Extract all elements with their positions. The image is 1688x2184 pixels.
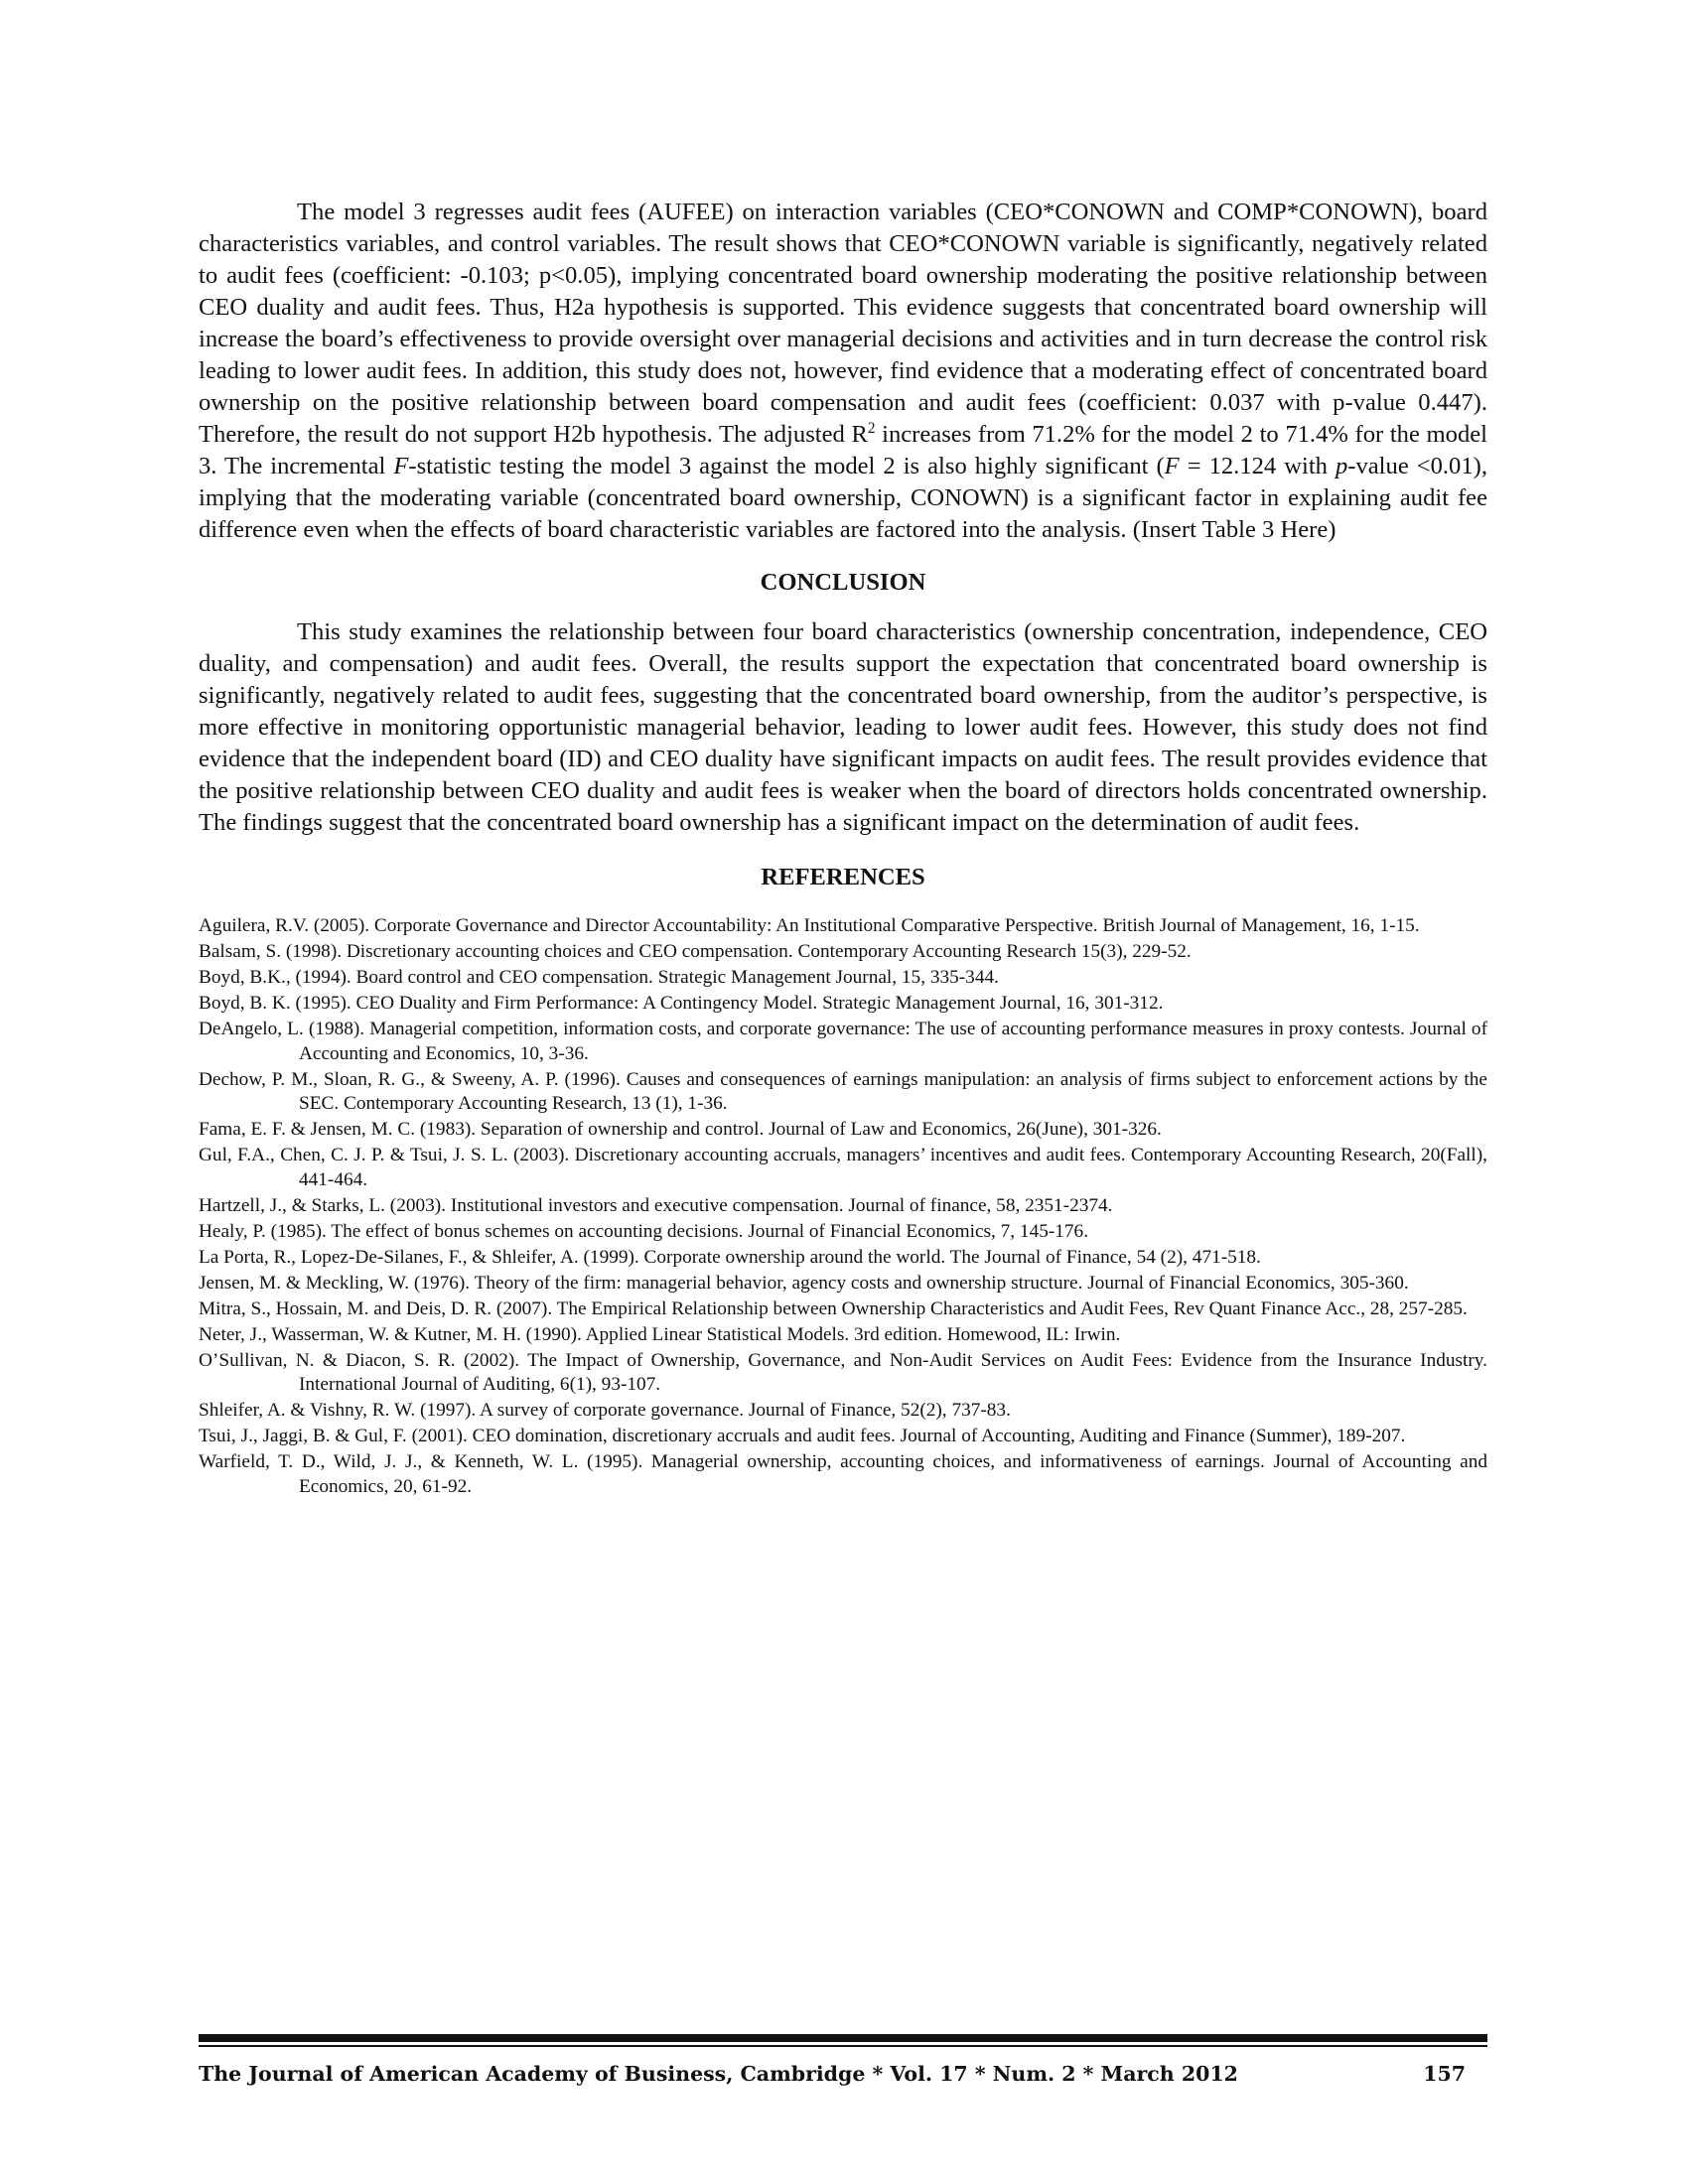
references-heading: REFERENCES <box>761 864 925 890</box>
footer-journal-citation: The Journal of American Academy of Business, Cambridge * Vol. 17 * Num. 2 * March 2012 <box>199 2062 1238 2086</box>
reference-item: Healy, P. (1985). The effect of bonus schemes on accounting decisions. Journal of Financial Economics, 7, 145-176. <box>199 1220 1089 1242</box>
paragraph-text: -value <0.01), implying that the moderating variable (concentrated board ownership, CONOWN) is a significant factor in explaining audit fee difference even when the effects of board characteristic variables are factored into the analysis. (Insert Table 3 Here) <box>199 453 1487 543</box>
reference-item: Boyd, B. K. (1995). CEO Duality and Firm Performance: A Contingency Model. Strategic Management Journal, 16, 301-312. <box>199 993 1164 1014</box>
page-content <box>199 197 1487 1501</box>
reference-item: Balsam, S. (1998). Discretionary accounting choices and CEO compensation. Contemporary Accounting Research 15(3), 229-52. <box>199 941 1192 962</box>
superscript-2: 2 <box>867 419 876 437</box>
footer-rule-thick <box>199 2034 1487 2042</box>
reference-list <box>199 914 1487 1499</box>
reference-item: Dechow, P. M., Sloan, R. G., & Sweeny, A. P. (1996). Causes and consequences of earnings manipulation: an analysis of firms subject to enforcement actions by the SEC. Contemporary Accounting Research, 13 (1), 1-36. <box>199 1068 1487 1114</box>
italic-p: p <box>1335 453 1348 479</box>
reference-item: Boyd, B.K., (1994). Board control and CEO compensation. Strategic Management Journal, 15, 335-344. <box>199 967 999 988</box>
reference-item: Hartzell, J., & Starks, L. (2003). Institutional investors and executive compensation. Journal of finance, 58, 2351-2374. <box>199 1194 1113 1216</box>
reference-item: DeAngelo, L. (1988). Managerial competition, information costs, and corporate governance: The use of accounting performance measures in proxy contests. Journal of Accounting and Economics, 10, 3-36. <box>199 1019 1487 1064</box>
paragraph-text: = 12.124 with <box>1179 453 1336 479</box>
italic-f: F <box>393 453 409 479</box>
reference-item: Warfield, T. D., Wild, J. J., & Kenneth, W. L. (1995). Managerial ownership, accounting choices, and informativeness of earnings. Journal of Accounting and Economics, 20, 61-92. <box>199 1451 1487 1497</box>
reference-item: Neter, J., Wasserman, W. & Kutner, M. H. (1990). Applied Linear Statistical Models. 3rd edition. Homewood, IL: Irwin. <box>199 1323 1121 1345</box>
conclusion-heading: CONCLUSION <box>760 569 926 596</box>
reference-item: O’Sullivan, N. & Diacon, S. R. (2002). The Impact of Ownership, Governance, and Non-Audit Services on Audit Fees: Evidence from the Insurance Industry. International Journal of Auditing, 6(1), 93-107. <box>199 1349 1487 1395</box>
reference-item: Gul, F.A., Chen, C. J. P. & Tsui, J. S. L. (2003). Discretionary accounting accruals, managers’ incentives and audit fees. Contemporary Accounting Research, 20(Fall), 441-464. <box>199 1145 1487 1190</box>
italic-f: F <box>1164 453 1180 479</box>
body-paragraph-conclusion: This study examines the relationship between four board characteristics (ownership concentration, independence, CEO duality, and compensation) and audit fees. Overall, the results support the expectation that concentrated board ownership is significantly, negatively related to audit fees, suggesting that the concentrated board ownership, from the auditor’s perspective, is more effective in monitoring opportunistic managerial behavior, leading to lower audit fees. However, this study does not find evidence that the independent board (ID) and CEO duality have significant impacts on audit fees. The result provides evidence that the positive relationship between CEO duality and audit fees is weaker when the board of directors holds concentrated ownership. The findings suggest that the concentrated board ownership has a significant impact on the determination of audit fees. <box>199 618 1487 836</box>
footer-rule-thin <box>199 2045 1487 2047</box>
reference-item: La Porta, R., Lopez-De-Silanes, F., & Shleifer, A. (1999). Corporate ownership around the world. The Journal of Finance, 54 (2), 471-518. <box>199 1246 1261 1268</box>
paragraph-text: -statistic testing the model 3 against the model 2 is also highly significant ( <box>408 453 1165 479</box>
reference-item: Fama, E. F. & Jensen, M. C. (1983). Separation of ownership and control. Journal of Law and Economics, 26(June), 301-326. <box>199 1119 1162 1140</box>
paragraph-text: increases from 71.2% for the model 2 to 71.4% for the model 3. The incremental <box>199 421 1487 479</box>
body-paragraph-model-3 <box>199 197 1487 546</box>
reference-item: Shleifer, A. & Vishny, R. W. (1997). A survey of corporate governance. Journal of Finance, 52(2), 737-83. <box>199 1400 1011 1421</box>
reference-item: Mitra, S., Hossain, M. and Deis, D. R. (2007). The Empirical Relationship between Ownership Characteristics and Audit Fees, Rev Quant Finance Acc., 28, 257-285. <box>199 1297 1468 1319</box>
reference-item: Tsui, J., Jaggi, B. & Gul, F. (2001). CEO domination, discretionary accruals and audit fees. Journal of Accounting, Auditing and Finance (Summer), 189-207. <box>199 1426 1406 1446</box>
reference-item: Jensen, M. & Meckling, W. (1976). Theory of the firm: managerial behavior, agency costs and ownership structure. Journal of Financial Economics, 305-360. <box>199 1272 1409 1294</box>
reference-item: Aguilera, R.V. (2005). Corporate Governance and Director Accountability: An Institutional Comparative Perspective. British Journal of Management, 16, 1-15. <box>199 915 1420 936</box>
page-number: 157 <box>1423 2062 1466 2086</box>
paragraph-text: The model 3 regresses audit fees (AUFEE) on interaction variables (CEO*CONOWN and COMP*CONOWN), board characteristics variables, and control variables. The result shows that CEO*CONOWN variable is significantly, negatively related to audit fees (coefficient: -0.103; p<0.05), implying concentrated board ownership moderating the positive relationship between CEO duality and audit fees. Thus, H2a hypothesis is supported. This evidence suggests that concentrated board ownership will increase the board’s effectiveness to provide oversight over managerial decisions and activities and in turn decrease the control risk leading to lower audit fees. In addition, this study does not, however, find evidence that a moderating effect of concentrated board ownership on the positive relationship between board compensation and audit fees (coefficient: 0.037 with p-value 0.447). Therefore, the result do not support H2b hypothesis. The adjusted R <box>199 199 1487 448</box>
